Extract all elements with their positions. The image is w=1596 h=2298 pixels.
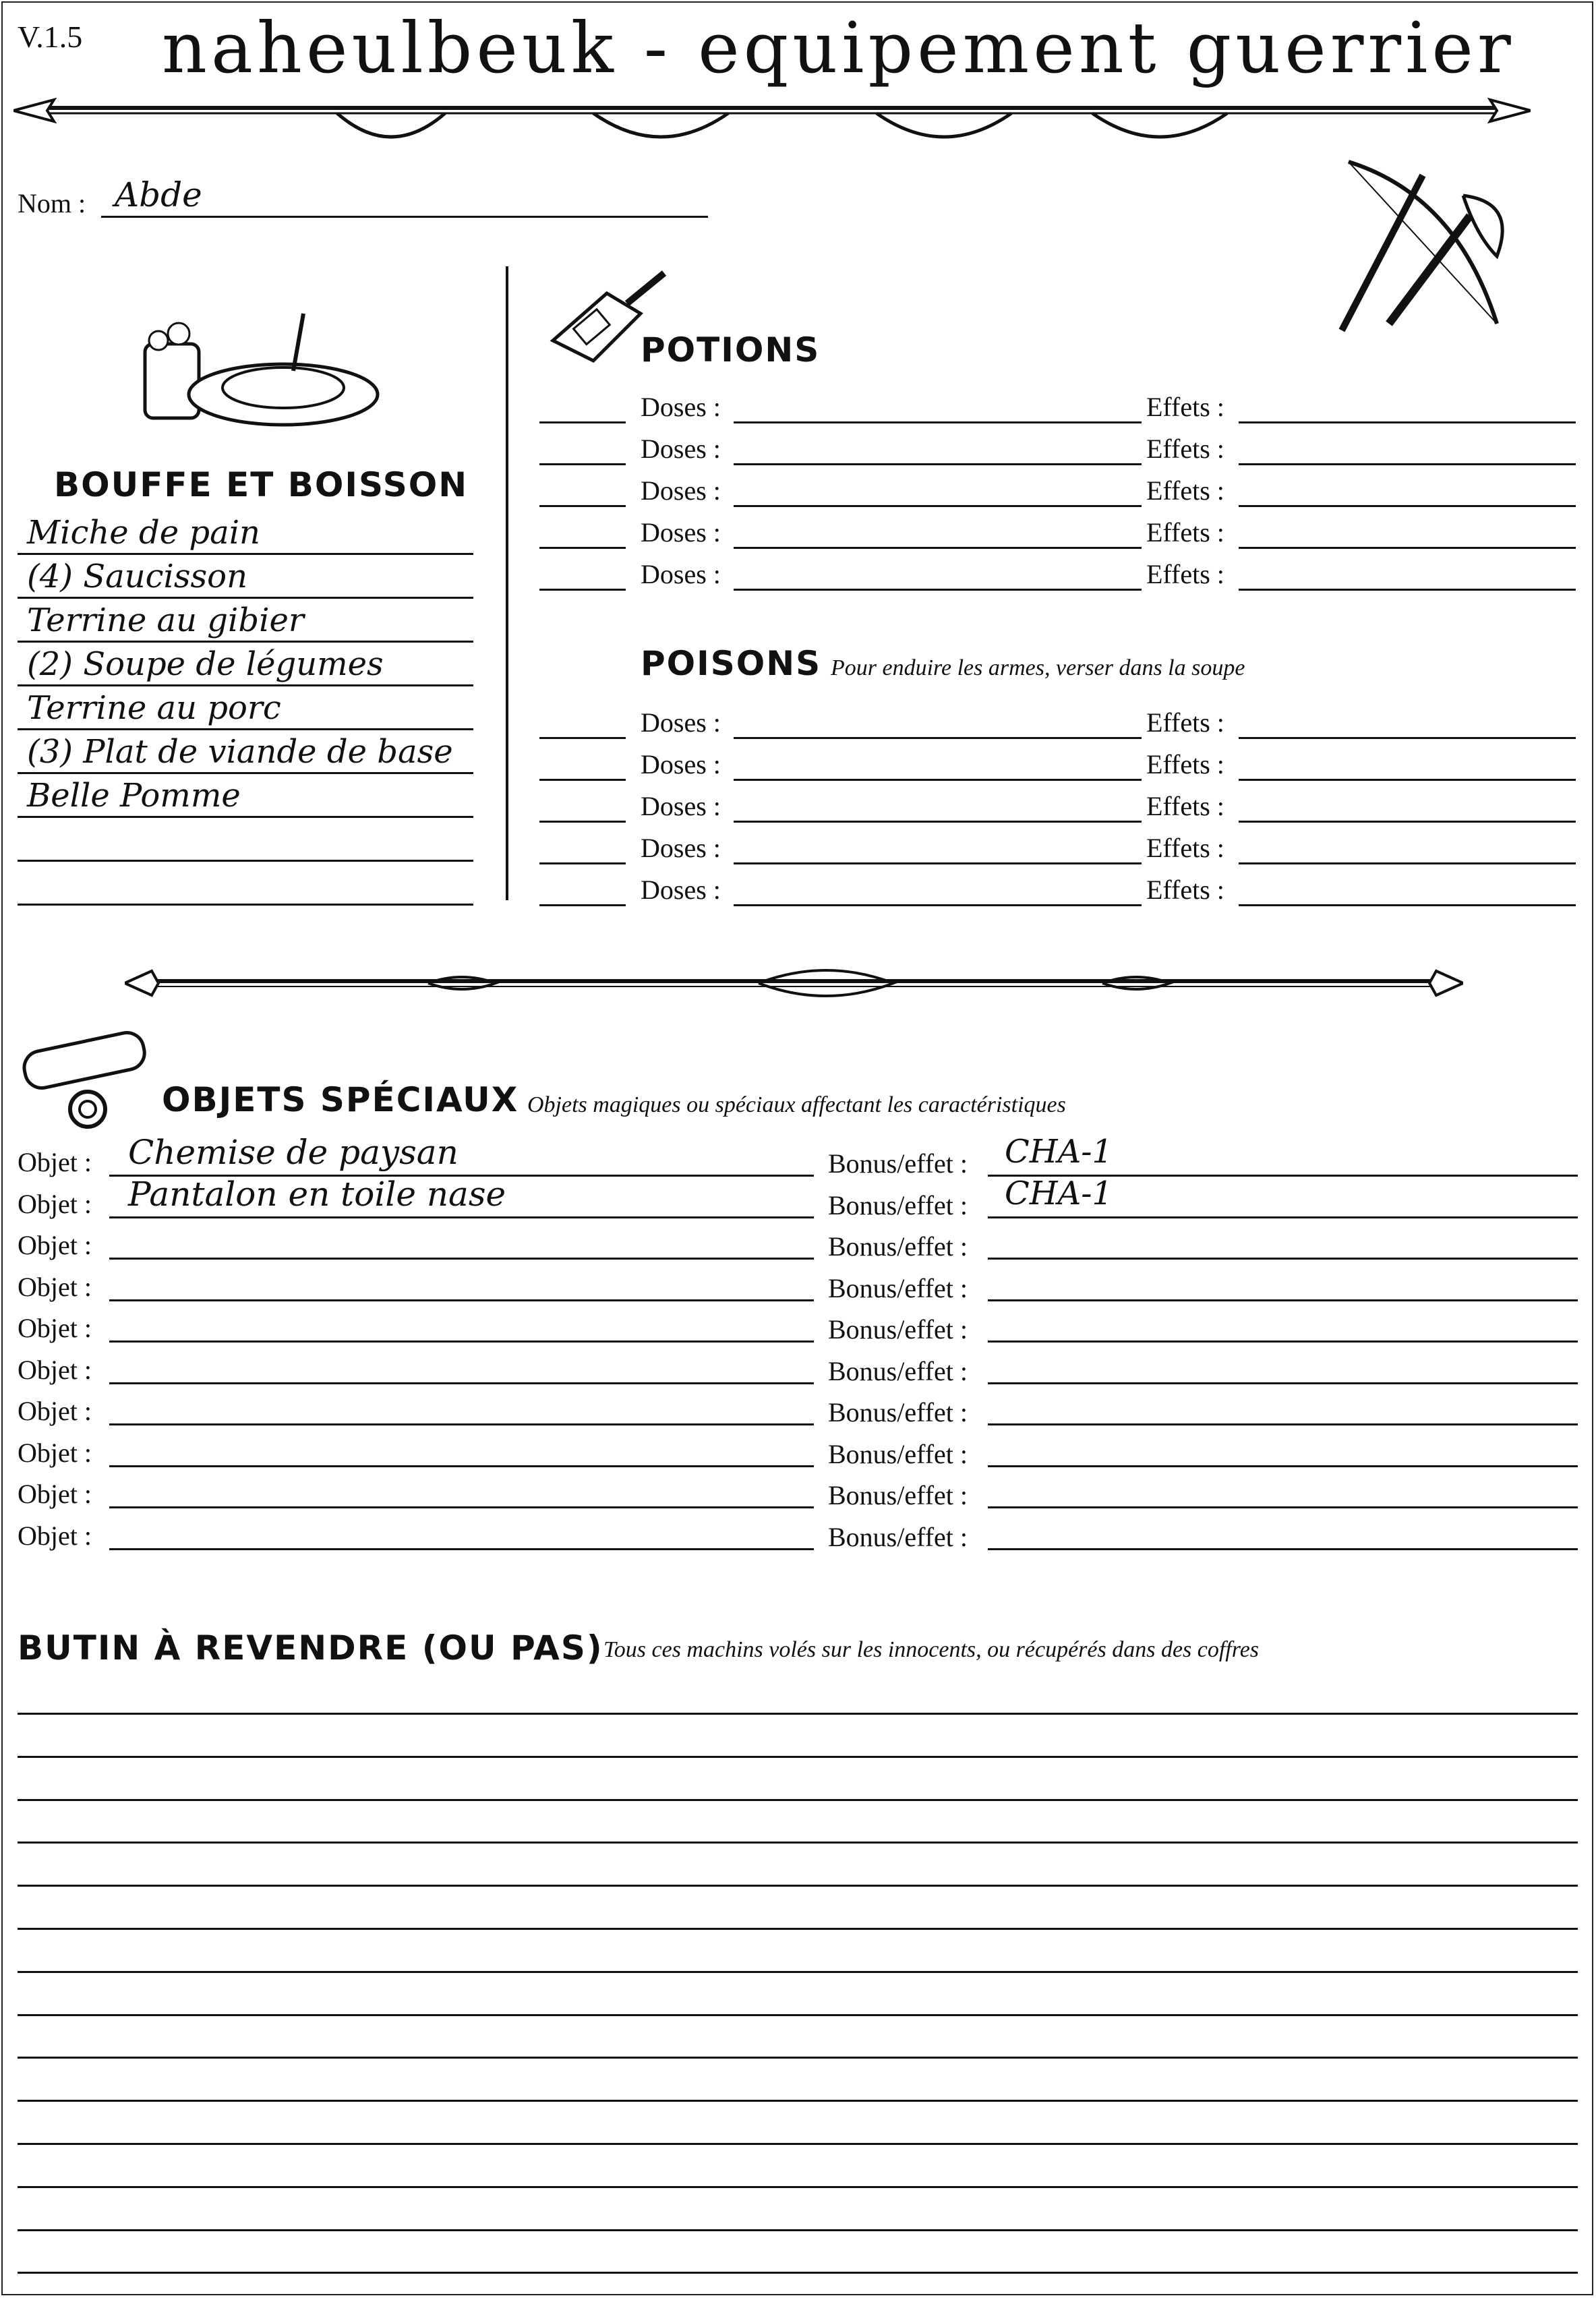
butin-line[interactable] [18,2057,1578,2059]
bonus-label: Bonus/effet : [828,1231,968,1262]
doses-label: Doses : [641,392,721,422]
food-icon [138,303,381,432]
bonus-label: Bonus/effet : [828,1480,968,1510]
page-title: naheulbeuk - equipement guerrier [162,7,1515,89]
doses-field[interactable] [734,862,1142,864]
bonus-label: Bonus/effet : [828,1148,968,1179]
bouffe-item[interactable]: (4) Saucisson [27,558,247,595]
effets-label: Effets : [1146,833,1224,863]
effets-label: Effets : [1146,875,1224,905]
butin-line[interactable] [18,2186,1578,2188]
bouffe-item-line [18,816,473,818]
effets-field[interactable] [1239,463,1576,465]
bonus-field-line [988,1382,1578,1384]
doses-label: Doses : [641,833,721,863]
objet-field-line [109,1216,814,1218]
butin-line[interactable] [18,1799,1578,1801]
objet-label: Objet : [18,1147,92,1177]
bouffe-item-line [18,553,473,555]
bonus-label: Bonus/effet : [828,1438,968,1469]
objet-label: Objet : [18,1396,92,1426]
bonus-field-line [988,1548,1578,1550]
effets-label: Effets : [1146,517,1224,548]
bouffe-item[interactable]: Belle Pomme [27,777,241,815]
doses-label: Doses : [641,434,721,464]
bonus-field-line [988,1299,1578,1301]
doses-field[interactable] [734,821,1142,823]
effets-field[interactable] [1239,505,1576,507]
effets-field[interactable] [1239,904,1576,906]
objet-field[interactable]: Pantalon en toile nase [128,1174,506,1214]
butin-line[interactable] [18,2100,1578,2102]
doses-field[interactable] [734,737,1142,739]
staff-divider-icon [125,958,1463,1005]
effets-field[interactable] [1239,821,1576,823]
effets-field[interactable] [1239,779,1576,781]
potions-count-field[interactable] [539,421,626,423]
poisons-count-field[interactable] [539,737,626,739]
objet-field-line [109,1465,814,1467]
butin-line[interactable] [18,1756,1578,1758]
butin-subtitle: Tous ces machins volés sur les innocents, ou récupérés dans des coffres [603,1637,1260,1662]
doses-label: Doses : [641,517,721,548]
doses-field[interactable] [734,589,1142,591]
nom-label: Nom : [18,188,86,218]
butin-line[interactable] [18,2014,1578,2016]
effets-label: Effets : [1146,392,1224,422]
objets-subtitle: Objets magiques ou spéciaux affectant les caractéristiques [527,1092,1066,1117]
doses-field[interactable] [734,779,1142,781]
bouffe-item-line [18,641,473,643]
objet-label: Objet : [18,1313,92,1343]
butin-line[interactable] [18,2272,1578,2274]
bonus-field-line [988,1423,1578,1425]
bouffe-heading: BOUFFE ET BOISSON [54,465,469,504]
potions-count-field[interactable] [539,463,626,465]
objet-field-line [109,1423,814,1425]
doses-label: Doses : [641,559,721,589]
effets-field[interactable] [1239,421,1576,423]
potions-count-field[interactable] [539,505,626,507]
doses-label: Doses : [641,875,721,905]
doses-label: Doses : [641,791,721,821]
effets-label: Effets : [1146,434,1224,464]
bonus-field[interactable]: CHA-1 [1005,1133,1113,1171]
bouffe-item[interactable]: Terrine au porc [27,689,281,727]
bonus-label: Bonus/effet : [828,1397,968,1427]
bonus-field[interactable]: CHA-1 [1005,1174,1113,1212]
bouffe-item-line [18,597,473,599]
doses-field[interactable] [734,463,1142,465]
effets-label: Effets : [1146,559,1224,589]
objet-field-line [109,1340,814,1343]
objet-label: Objet : [18,1354,92,1385]
effets-field[interactable] [1239,589,1576,591]
bouffe-item[interactable]: (2) Soupe de légumes [27,645,384,683]
bouffe-item-line [18,684,473,686]
bonus-field-line [988,1216,1578,1218]
butin-line[interactable] [18,1928,1578,1930]
bouffe-item-line [18,728,473,730]
bonus-label: Bonus/effet : [828,1272,968,1303]
bonus-field-line [988,1340,1578,1343]
butin-line[interactable] [18,1971,1578,1973]
objet-label: Objet : [18,1271,92,1302]
butin-line[interactable] [18,2143,1578,2145]
bouffe-item-line [18,860,473,862]
poisons-count-field[interactable] [539,779,626,781]
nom-field[interactable]: Abde [115,175,202,214]
butin-heading: BUTIN À REVENDRE (OU PAS) [18,1628,603,1668]
bouffe-item[interactable]: Miche de pain [27,514,260,552]
objet-field-line [109,1548,814,1550]
objet-label: Objet : [18,1230,92,1260]
objet-field[interactable]: Chemise de paysan [128,1133,459,1172]
objet-label: Objet : [18,1520,92,1551]
bonus-label: Bonus/effet : [828,1189,968,1220]
column-divider [506,266,508,900]
potions-heading: POTIONS [641,330,821,370]
effets-field[interactable] [1239,547,1576,549]
butin-line[interactable] [18,1713,1578,1715]
doses-field[interactable] [734,547,1142,549]
poisons-subtitle: Pour enduire les armes, verser dans la soupe [831,655,1245,680]
doses-label: Doses : [641,475,721,506]
effets-label: Effets : [1146,707,1224,738]
effets-label: Effets : [1146,791,1224,821]
objet-label: Objet : [18,1437,92,1468]
objet-field-line [109,1506,814,1508]
objet-label: Objet : [18,1479,92,1509]
potions-count-field[interactable] [539,589,626,591]
spear-divider-icon [13,86,1531,147]
effets-field[interactable] [1239,737,1576,739]
bonus-label: Bonus/effet : [828,1355,968,1386]
potions-count-field[interactable] [539,547,626,549]
bouffe-item-line [18,772,473,774]
nom-underline [101,216,708,218]
effets-label: Effets : [1146,475,1224,506]
version-label: V.1.5 [18,20,83,54]
objet-label: Objet : [18,1188,92,1219]
bouffe-item[interactable]: Terrine au gibier [27,601,304,639]
poisons-count-field[interactable] [539,904,626,906]
doses-field[interactable] [734,904,1142,906]
doses-field[interactable] [734,505,1142,507]
butin-line[interactable] [18,2229,1578,2231]
doses-label: Doses : [641,707,721,738]
objets-heading: OBJETS SPÉCIAUX [162,1080,519,1119]
poisons-heading: POISONS [641,644,822,683]
bonus-field-line [988,1506,1578,1508]
objet-field-line [109,1382,814,1384]
doses-field[interactable] [734,421,1142,423]
poisons-count-field[interactable] [539,821,626,823]
effets-field[interactable] [1239,862,1576,864]
bouffe-item[interactable]: (3) Plat de viande de base [27,733,453,771]
bonus-label: Bonus/effet : [828,1521,968,1552]
scroll-ring-icon [17,1028,152,1133]
butin-line[interactable] [18,1885,1578,1887]
doses-label: Doses : [641,749,721,779]
objet-field-line [109,1258,814,1260]
objet-field-line [109,1299,814,1301]
effets-label: Effets : [1146,749,1224,779]
weapons-icon [1322,155,1524,344]
bonus-field-line [988,1465,1578,1467]
bouffe-item-line [18,904,473,906]
bonus-label: Bonus/effet : [828,1314,968,1345]
poisons-count-field[interactable] [539,862,626,864]
butin-line[interactable] [18,1842,1578,1844]
bonus-field-line [988,1258,1578,1260]
